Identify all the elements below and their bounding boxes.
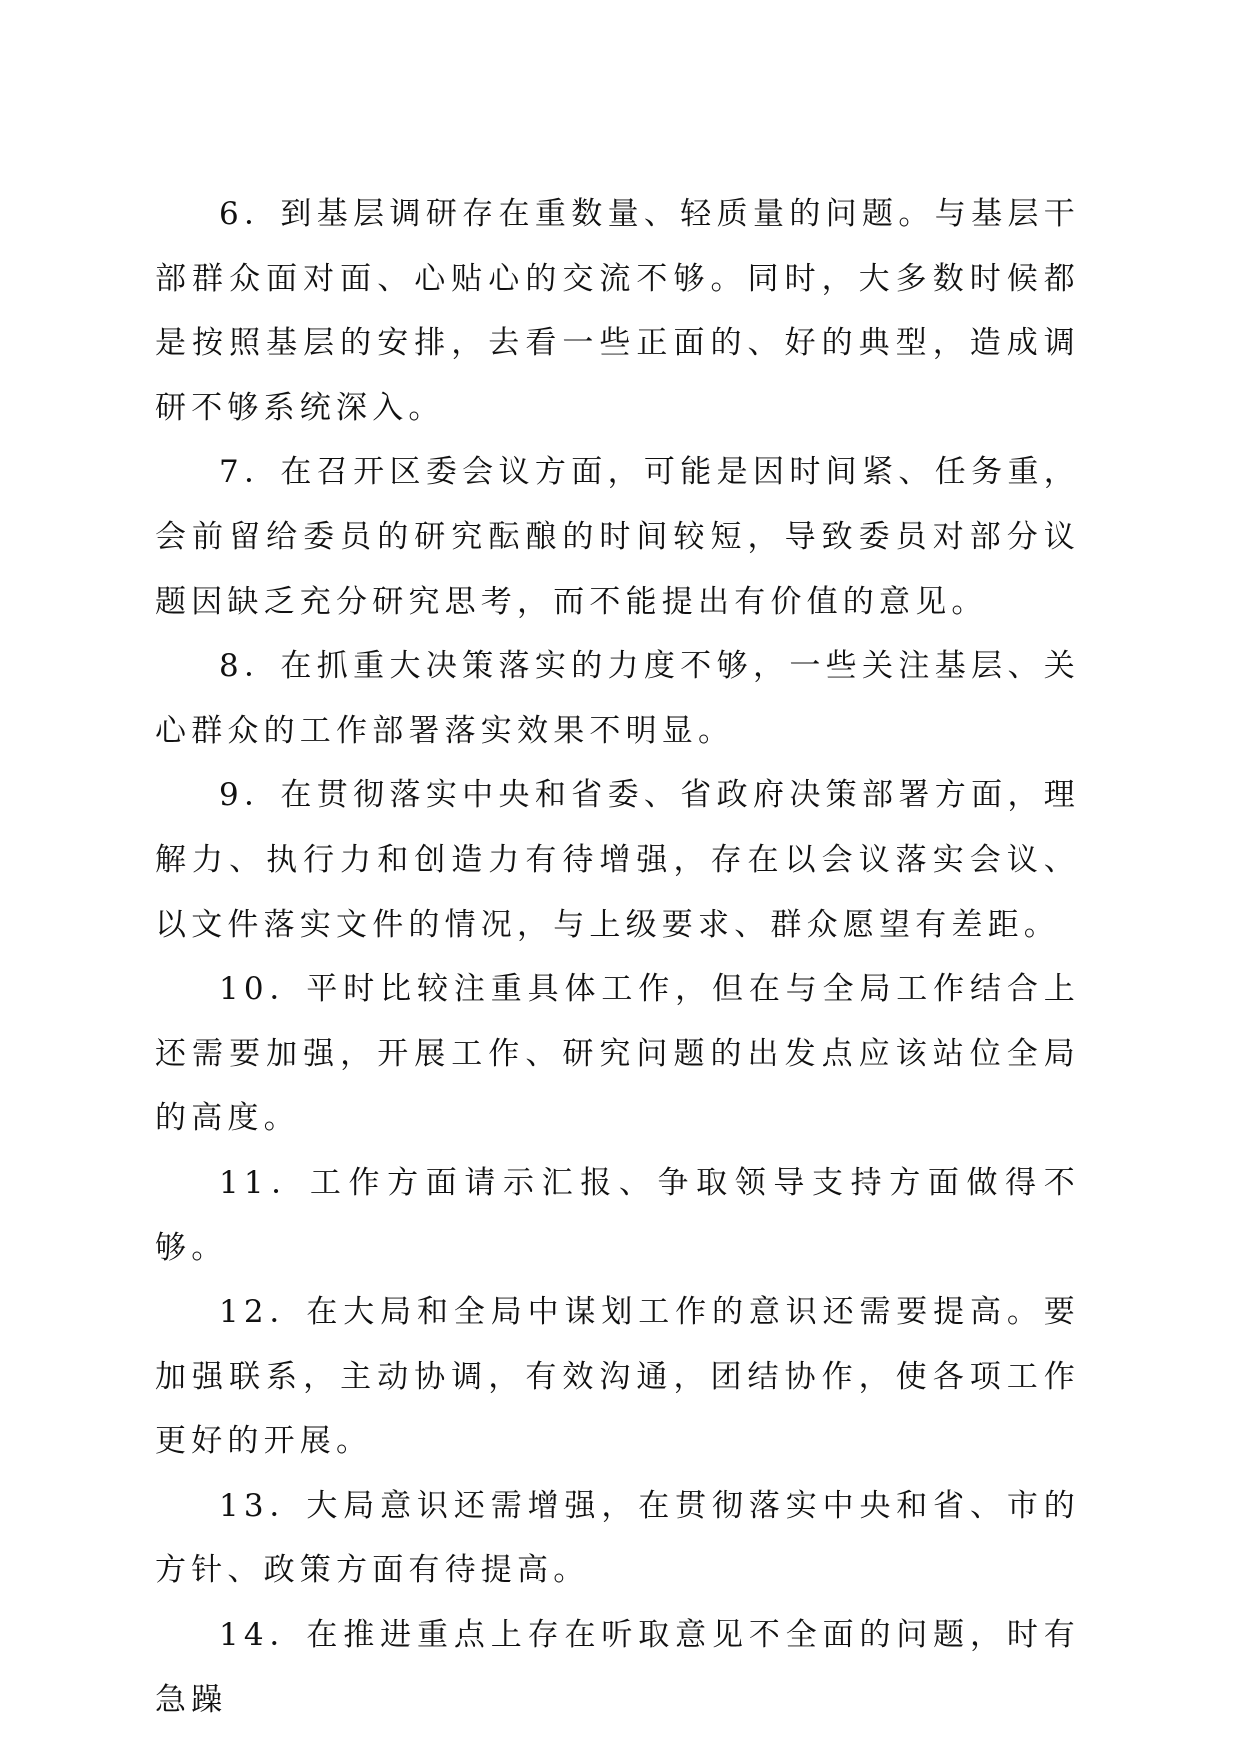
paragraph-item-12: 12．在大局和全局中谋划工作的意识还需要提高。要加强联系，主动协调，有效沟通，团结协作，使各项工作更好的开展。 <box>155 1294 1080 1460</box>
document-body <box>155 182 1080 1732</box>
paragraph-item-11: 11．工作方面请示汇报、争取领导支持方面做得不够。 <box>155 1164 1080 1266</box>
paragraph-item-6: 6．到基层调研存在重数量、轻质量的问题。与基层干部群众面对面、心贴心的交流不够。同时，大多数时候都是按照基层的安排，去看一些正面的、好的典型，造成调研不够系统深入。 <box>155 196 1080 426</box>
paragraph-item-10: 10．平时比较注重具体工作，但在与全局工作结合上还需要加强，开展工作、研究问题的出发点应该站位全局的高度。 <box>155 971 1080 1137</box>
paragraph-item-8: 8．在抓重大决策落实的力度不够，一些关注基层、关心群众的工作部署落实效果不明显。 <box>155 648 1080 749</box>
paragraph-item-13: 13．大局意识还需增强，在贯彻落实中央和省、市的方针、政策方面有待提高。 <box>155 1487 1080 1589</box>
paragraph-item-14: 14．在推进重点上存在听取意见不全面的问题，时有急躁 <box>155 1617 1080 1718</box>
paragraph-item-9: 9．在贯彻落实中央和省委、省政府决策部署方面，理解力、执行力和创造力有待增强，存在以会议落实会议、以文件落实文件的情况，与上级要求、群众愿望有差距。 <box>155 777 1080 943</box>
paragraph-item-7: 7．在召开区委会议方面，可能是因时间紧、任务重，会前留给委员的研究酝酿的时间较短，导致委员对部分议题因缺乏充分研究思考，而不能提出有价值的意见。 <box>155 454 1080 620</box>
